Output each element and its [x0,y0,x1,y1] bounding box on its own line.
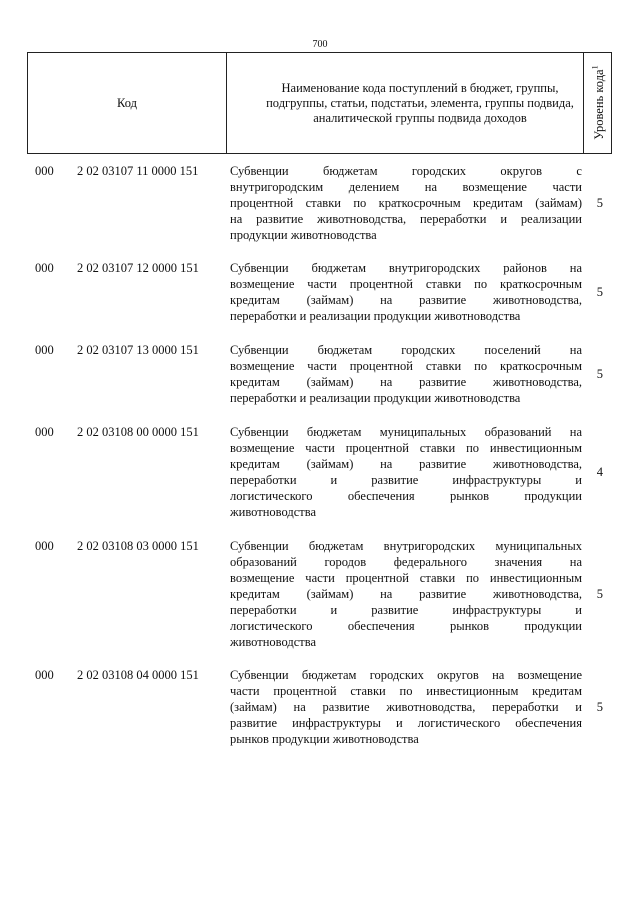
revenue-name-line: процентной ставки по краткосрочным кредитам (займам) [230,196,582,210]
revenue-name [230,424,582,520]
revenue-name-line: возмещение части процентной ставки по краткосрочным [230,359,582,373]
header-name-line: Наименование кода поступлений в бюджет, группы, [281,80,559,95]
code-level: 5 [596,367,603,381]
revenue-name-line: кредитам (займам) на развитие животноводства, [230,457,582,471]
code-level: 5 [596,196,603,210]
revenue-name-line: Субвенции бюджетам городских округов с [230,164,582,178]
admin-code: 000 [35,668,54,682]
revenue-name-line: Субвенции бюджетам городских округов на возмещение [230,668,582,682]
admin-code: 000 [35,539,54,553]
admin-code: 000 [35,425,54,439]
page-number: 700 [312,39,328,50]
revenue-name-line: кредитам (займам) на развитие животноводства, [230,587,582,601]
revenue-name-line: возмещение части процентной ставки по инвестиционным [230,441,582,455]
revenue-name-line: (займам) на развитие животноводства, переработки и [230,700,582,714]
revenue-name [230,538,582,650]
footnote-mark: 1 [590,65,600,70]
revenue-name-line: внутригородским делением на возмещение части [230,180,582,194]
revenue-name-line: рынков продукции животноводства [230,732,419,746]
code-level: 5 [596,587,603,601]
header-level [583,53,611,153]
code-level: 5 [596,285,603,299]
header-name [226,53,613,153]
revenue-name-line: образований городов федерального значения на [230,555,582,569]
revenue-name-line: продукции животноводства [230,228,377,242]
header-name-line: аналитической группы подвида доходов [313,110,527,125]
revenue-code: 2 02 03108 00 0000 151 [77,425,199,439]
header-code: Код [117,95,137,110]
revenue-name-line: возмещение части процентной ставки по инвестиционным [230,571,582,585]
revenue-name-line: животноводства [230,635,316,649]
revenue-name [230,260,582,324]
revenue-name-line: Субвенции бюджетам городских поселений на [230,343,582,357]
admin-code: 000 [35,343,54,357]
revenue-name-line: Субвенции бюджетам внутригородских районов на [230,261,582,275]
revenue-code: 2 02 03108 04 0000 151 [77,668,199,682]
revenue-name-line: части процентной ставки по инвестиционным кредитам [230,684,582,698]
revenue-code: 2 02 03108 03 0000 151 [77,539,199,553]
revenue-name-line: животноводства [230,505,316,519]
revenue-name-line: кредитам (займам) на развитие животноводства, [230,293,582,307]
header-level-label: Уровень кода$^1$ [590,65,607,141]
admin-code: 000 [35,164,54,178]
revenue-name-line: переработки и развитие инфраструктуры и [230,473,582,487]
revenue-code: 2 02 03107 11 0000 151 [77,164,199,178]
revenue-name-line: развитие инфраструктуры и логистического обеспечения [230,716,582,730]
revenue-name-line: на развитие животноводства, переработки и реализации [230,212,582,226]
revenue-name [230,342,582,406]
revenue-name-line: переработки и реализации продукции животноводства [230,391,521,405]
revenue-name-line: Субвенции бюджетам муниципальных образований на [230,425,582,439]
revenue-name-line: логистического обеспечения рынков продукции [230,489,582,503]
revenue-name [230,163,582,243]
table-header [27,52,612,154]
revenue-code: 2 02 03107 13 0000 151 [77,343,199,357]
revenue-name-line: возмещение части процентной ставки по краткосрочным [230,277,582,291]
admin-code: 000 [35,261,54,275]
revenue-name-line: Субвенции бюджетам внутригородских муниципальных [230,539,582,553]
header-name-line: подгруппы, статьи, подстатьи, элемента, группы подвида, [266,95,574,110]
revenue-code: 2 02 03107 12 0000 151 [77,261,199,275]
code-level: 5 [596,700,603,714]
code-level: 4 [596,465,603,479]
revenue-name-line: переработки и развитие инфраструктуры и [230,603,582,617]
revenue-name [230,667,582,747]
revenue-name-line: переработки и реализации продукции животноводства [230,309,521,323]
revenue-name-line: кредитам (займам) на развитие животноводства, [230,375,582,389]
revenue-name-line: логистического обеспечения рынков продукции [230,619,582,633]
